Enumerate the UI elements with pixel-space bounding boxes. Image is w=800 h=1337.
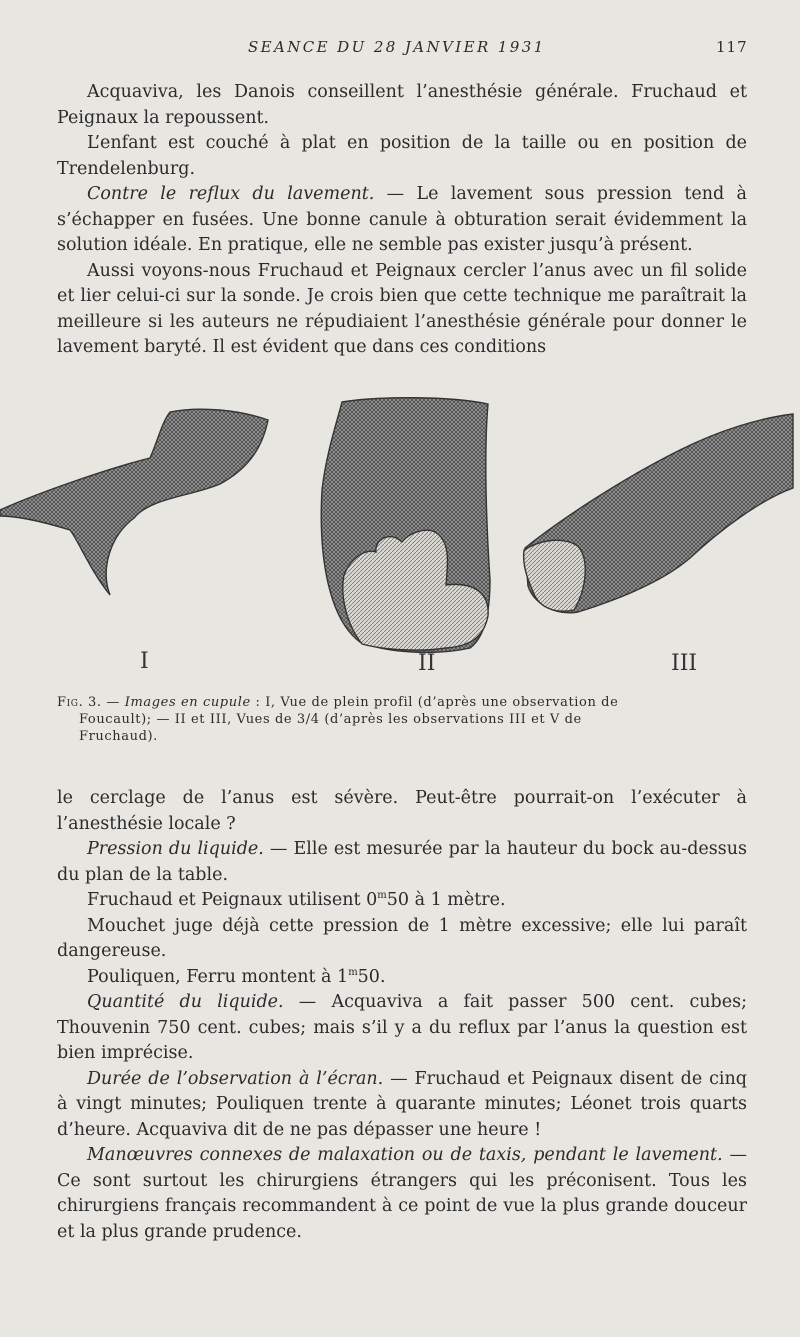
paragraph bbox=[57, 1067, 747, 1144]
paragraph-text: Mouchet juge déjà cette pression de 1 mètre excessive; elle lui paraît dangereuse. bbox=[57, 915, 747, 961]
unit-superscript: m bbox=[348, 966, 358, 978]
figure-label-iii: III bbox=[671, 651, 698, 676]
unit-superscript: m bbox=[377, 890, 387, 902]
paragraph-text: Aussi voyons-nous Fruchaud et Peignaux cercler l’anus avec un fil solide et lier celui-ci sur la sonde. Je crois bien que cette technique me paraîtrait la meilleure si les auteurs ne répudiaient l’anesthésie générale pour donner le lavement baryté. Il est évident que dans ces conditions bbox=[57, 260, 747, 357]
paragraph bbox=[57, 259, 747, 361]
paragraph bbox=[57, 965, 747, 991]
paragraph-text: Fruchaud et Peignaux utilisent 0 bbox=[87, 890, 378, 910]
paragraph-lead: Durée de l’observation à l’écran. bbox=[87, 1068, 384, 1089]
running-head-title: SEANCE DU 28 JANVIER 1931 bbox=[248, 38, 546, 56]
paragraph-text: 50. bbox=[357, 966, 386, 987]
paragraph-text: 50 à 1 mètre. bbox=[386, 890, 506, 910]
paragraph bbox=[57, 131, 747, 182]
paragraph-text: L’enfant est couché à plat en position de la taille ou en position de Trendelenburg. bbox=[57, 133, 747, 179]
caption-line3: Fruchaud). bbox=[79, 729, 158, 744]
paragraph bbox=[57, 888, 747, 914]
paragraph bbox=[57, 182, 747, 259]
caption-line2: Foucault); — II et III, Vues de 3/4 (d’après les observations III et V de bbox=[79, 712, 582, 727]
paragraph-text: le cerclage de l’anus est sévère. Peut-être pourrait-on l’exécuter à l’anesthésie locale ? bbox=[57, 788, 747, 834]
figure-shape-iii bbox=[524, 414, 793, 613]
figure-caption bbox=[57, 694, 747, 745]
figure-label-i: I bbox=[140, 649, 149, 674]
paragraph-text: Pouliquen, Ferru montent à 1 bbox=[87, 966, 349, 987]
paragraph-text: Acquaviva, les Danois conseillent l’anesthésie générale. Fruchaud et Peignaux la repoussent. bbox=[57, 82, 747, 128]
paragraph bbox=[57, 1143, 747, 1245]
paragraph bbox=[57, 990, 747, 1067]
paragraph-lead: Manœuvres connexes de malaxation ou de taxis, pendant le lavement. bbox=[87, 1145, 723, 1165]
figure-illustration bbox=[0, 380, 800, 690]
paragraph-lead: Contre le reflux du lavement. bbox=[87, 184, 375, 204]
figure-shape-ii bbox=[321, 398, 490, 653]
caption-line1: : I, Vue de plein profil (d’après une observation de bbox=[250, 695, 619, 710]
paragraph-lead: Quantité du liquide. bbox=[87, 992, 284, 1012]
top-text-block bbox=[57, 80, 747, 361]
paragraph bbox=[57, 80, 747, 131]
page-number: 117 bbox=[716, 38, 748, 56]
figure-shape-i bbox=[0, 409, 268, 595]
paragraph-lead: Pression du liquide. bbox=[87, 839, 264, 859]
figure-label-ii: II bbox=[418, 651, 436, 676]
caption-title: Images en cupule bbox=[124, 695, 251, 710]
caption-fig-label: Fig. 3. bbox=[57, 695, 102, 710]
paragraph bbox=[57, 914, 747, 965]
paragraph-text: — Fruchaud et Peignaux disent de cinq à vingt minutes; Pouliquen trente à quarante minutes; Léonet trois quarts d’heure. Acquaviva dit de ne pas dépasser une heure ! bbox=[57, 1068, 747, 1140]
bottom-text-block bbox=[57, 786, 747, 1245]
caption-dash: — bbox=[101, 695, 125, 710]
paragraph-text: — Elle est mesurée par la hauteur du bock au-dessus du plan de la table. bbox=[57, 839, 747, 885]
paragraph-text: — Le lavement sous pression tend à s’échapper en fusées. Une bonne canule à obturation serait évidemment la solution idéale. En pratique, elle ne semble pas exister jusqu’à présent. bbox=[57, 184, 747, 255]
paragraph bbox=[57, 786, 747, 837]
paragraph bbox=[57, 837, 747, 888]
paragraph-text: — Acquaviva a fait passer 500 cent. cubes; Thouvenin 750 cent. cubes; mais s’il y a du reflux par l’anus la question est bien imprécise. bbox=[57, 992, 747, 1063]
paragraph-text: — Ce sont surtout les chirurgiens étrangers qui les préconisent. Tous les chirurgiens français recommandent à ce point de vue la plus grande douceur et la plus grande prudence. bbox=[57, 1145, 747, 1242]
running-head bbox=[0, 38, 800, 62]
